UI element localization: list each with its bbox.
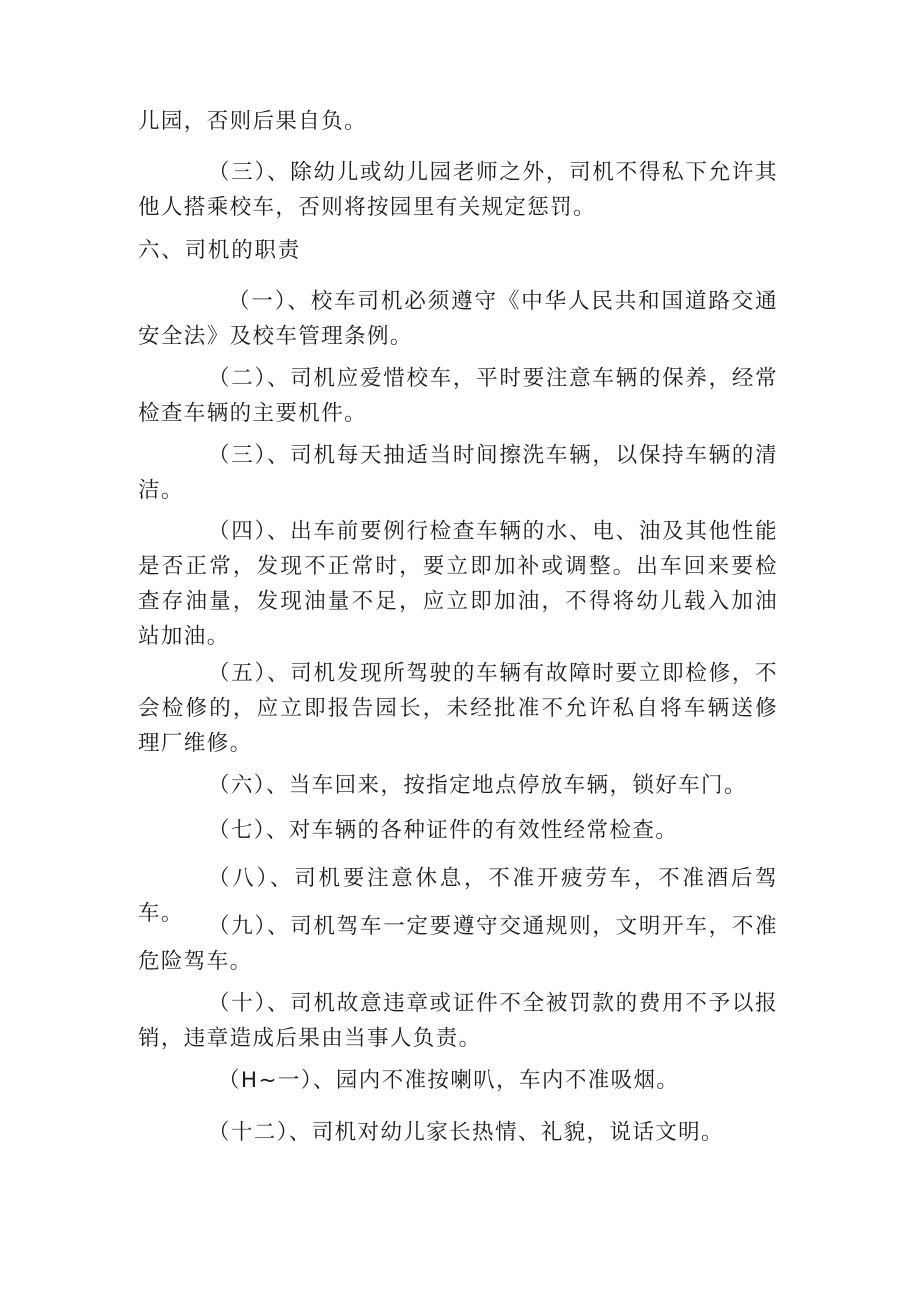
paragraph-duty-8: （八）、司机要注意休息，不准开疲劳车，不准酒后驾车。 [138,866,778,926]
paragraph-duty-12: （十二）、司机对幼儿家长热情、礼貌，说话文明。 [208,1120,724,1145]
paragraph-duty-2: （二）、司机应爱惜校车，平时要注意车辆的保养，经常检查车辆的主要机件。 [138,366,778,426]
section-heading-driver-duties: 六、司机的职责 [138,238,302,263]
paragraph-duty-5: （五）、司机发现所驾驶的车辆有故障时要立即检修，不会检修的，应立即报告园长，未经批准不允许私自将车辆送修理厂维修。 [138,661,778,756]
paragraph-duty-7: （七）、对车辆的各种证件的有效性经常检查。 [208,818,679,843]
paragraph-duty-6: （六）、当车回来，按指定地点停放车辆，锁好车门。 [208,773,747,798]
paragraph-duty-10: （十）、司机故意违章或证件不全被罚款的费用不予以报销，违章造成后果由当事人负责。 [138,991,778,1051]
paragraph-duty-3: （三）、司机每天抽适当时间擦洗车辆，以保持车辆的清洁。 [138,443,778,503]
paragraph-duty-11: （H~一）、园内不准按喇叭，车内不准吸烟。 [218,1068,680,1093]
paragraph-duty-4: （四）、出车前要例行检查车辆的水、电、油及其他性能是否正常，发现不正常时，要立即加补或调整。出车回来要检查存油量，发现油量不足，应立即加油，不得将幼儿载入加油站加油。 [138,519,778,649]
paragraph-rule-3: （三）、除幼儿或幼儿园老师之外，司机不得私下允许其他人搭乘校车，否则将按园里有关规定惩罚。 [138,160,778,220]
paragraph-continuation: 儿园，否则后果自负。 [138,109,368,134]
paragraph-duty-9: （九）、司机驾车一定要遵守交通规则，文明开车，不准危险驾车。 [138,914,778,974]
paragraph-duty-1: （一）、校车司机必须遵守《中华人民共和国道路交通安全法》及校车管理条例。 [138,289,778,349]
